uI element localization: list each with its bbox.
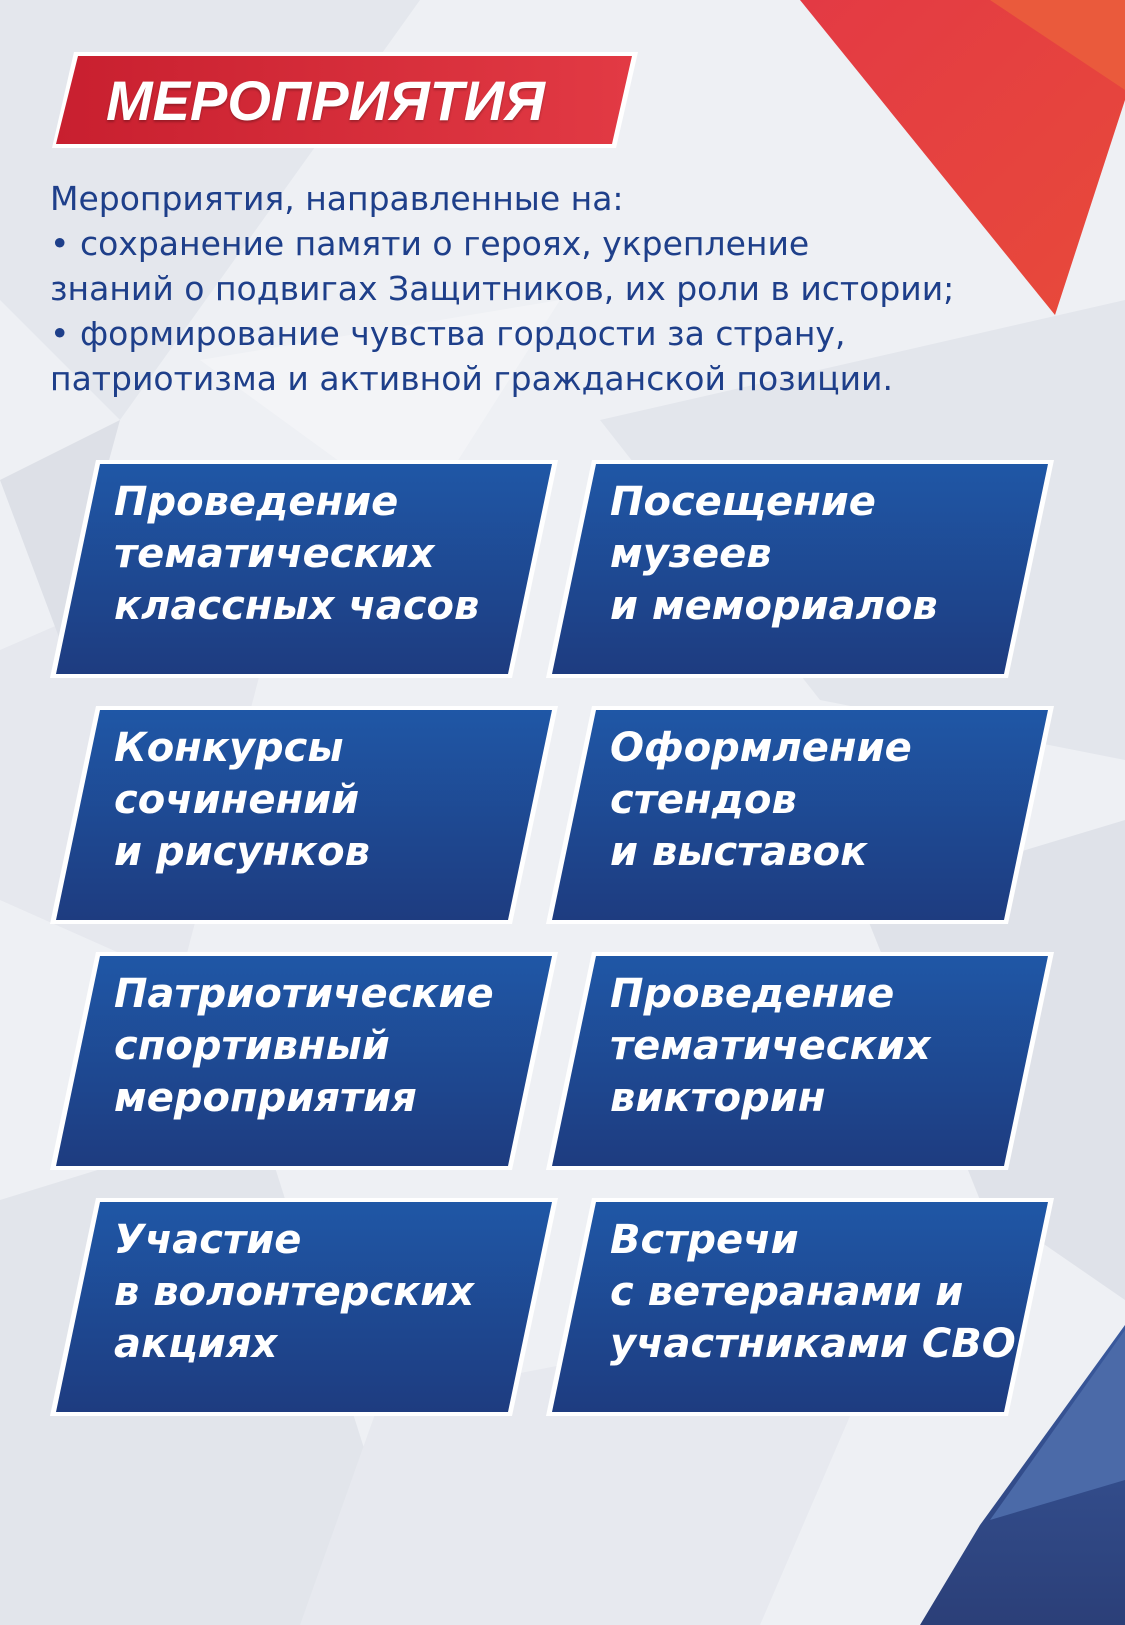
card-line: музеев xyxy=(610,531,772,577)
card-text xyxy=(610,476,1050,632)
activity-card xyxy=(546,1196,1056,1418)
intro-line: патриотизма и активной гражданской позиции. xyxy=(50,359,893,398)
card-line: тематических xyxy=(114,531,435,577)
card-text xyxy=(610,1214,1050,1370)
card-line: в волонтерских xyxy=(114,1269,475,1315)
activity-card xyxy=(546,950,1056,1172)
card-line: спортивный xyxy=(114,1023,390,1069)
card-text xyxy=(610,968,1050,1124)
card-line: мероприятия xyxy=(114,1075,417,1121)
card-line: Проведение xyxy=(610,971,895,1017)
card-text xyxy=(114,968,554,1124)
card-line: Конкурсы xyxy=(114,725,344,771)
intro-text xyxy=(50,176,1090,401)
card-text xyxy=(610,722,1050,878)
card-line: Проведение xyxy=(114,479,399,525)
card-line: с ветеранами и xyxy=(610,1269,964,1315)
card-line: классных часов xyxy=(114,583,480,629)
card-line: и выставок xyxy=(610,829,868,875)
card-line: Оформление xyxy=(610,725,912,771)
card-text xyxy=(114,476,554,632)
card-line: викторин xyxy=(610,1075,826,1121)
card-line: Посещение xyxy=(610,479,876,525)
card-text xyxy=(114,1214,554,1370)
activity-card xyxy=(546,704,1056,926)
card-text xyxy=(114,722,554,878)
activity-card xyxy=(546,458,1056,680)
header-banner xyxy=(50,50,640,150)
card-line: сочинений xyxy=(114,777,360,823)
intro-line: • сохранение памяти о героях, укрепление xyxy=(50,224,810,263)
activity-card xyxy=(50,458,560,680)
intro-line: знаний о подвигах Защитников, их роли в истории; xyxy=(50,269,955,308)
card-line: стендов xyxy=(610,777,797,823)
activity-card xyxy=(50,1196,560,1418)
page-title: МЕРОПРИЯТИЯ xyxy=(106,68,545,132)
card-line: Участие xyxy=(114,1217,302,1263)
card-line: акциях xyxy=(114,1321,278,1367)
activity-card xyxy=(50,950,560,1172)
card-line: и рисунков xyxy=(114,829,370,875)
card-line: и мемориалов xyxy=(610,583,938,629)
intro-line: Мероприятия, направленные на: xyxy=(50,179,624,218)
card-line: тематических xyxy=(610,1023,931,1069)
activity-card xyxy=(50,704,560,926)
card-line: Патриотические xyxy=(114,971,494,1017)
card-line: участниками СВО xyxy=(610,1321,1016,1367)
card-line: Встречи xyxy=(610,1217,799,1263)
intro-line: • формирование чувства гордости за страну, xyxy=(50,314,846,353)
